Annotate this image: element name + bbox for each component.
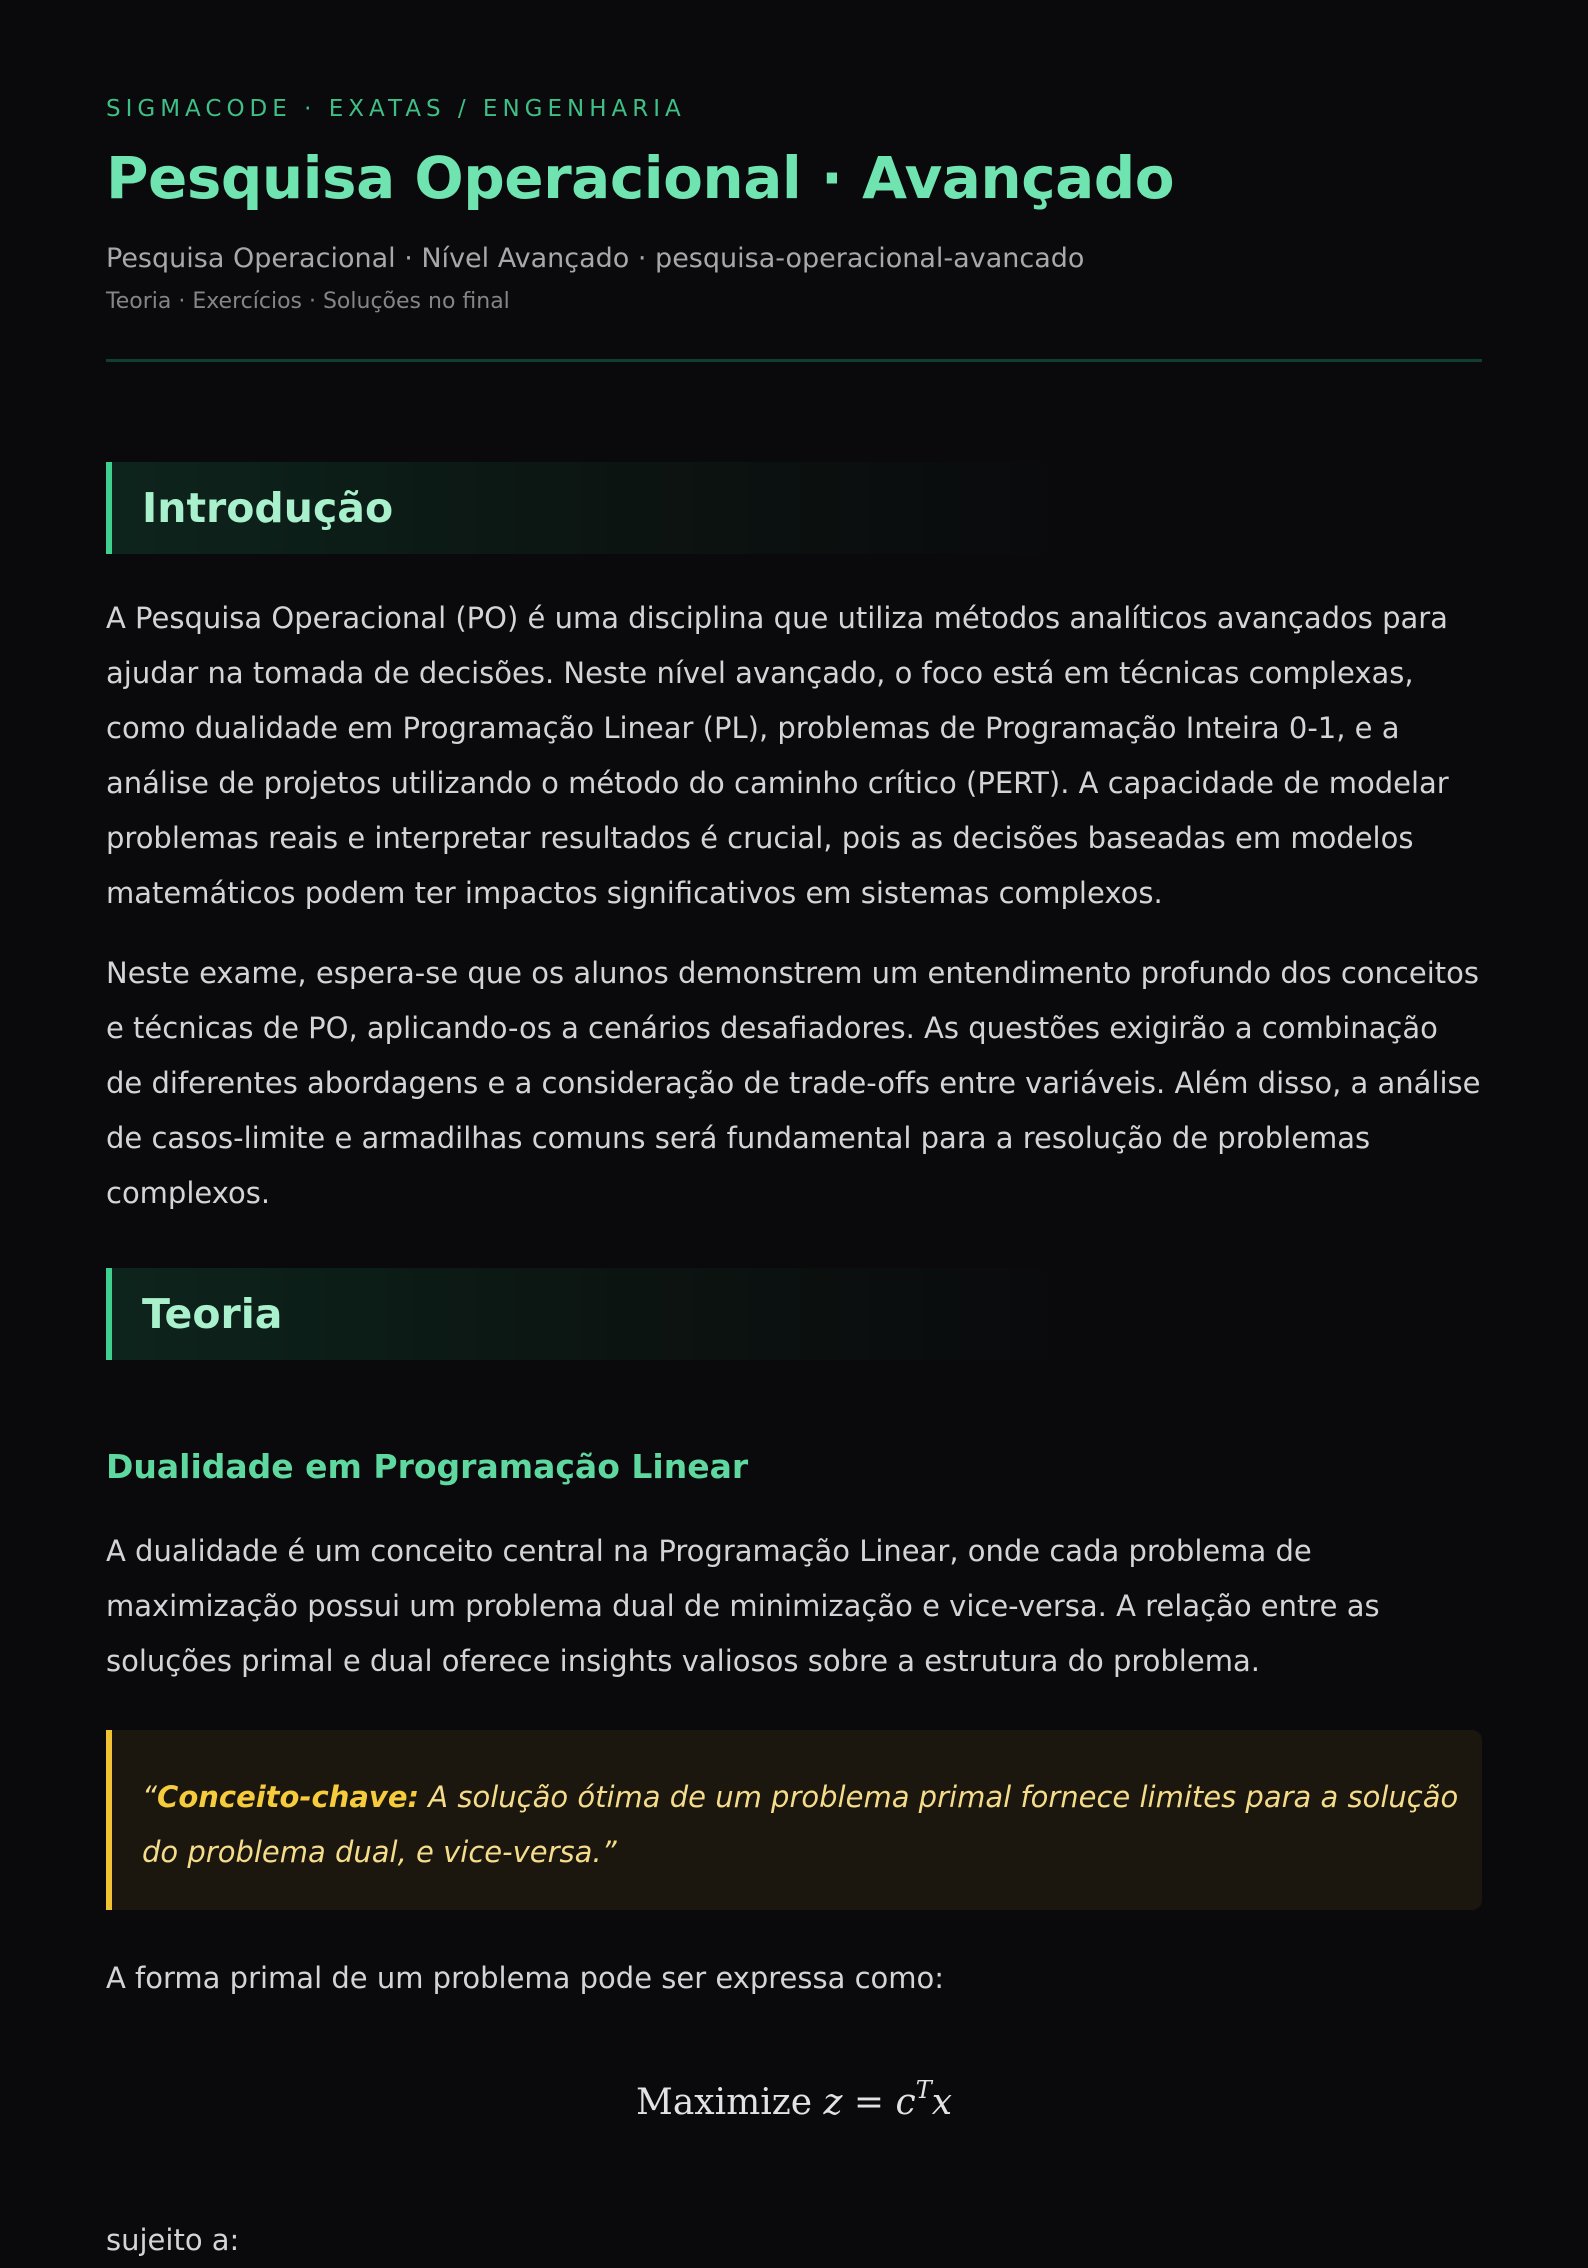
formula-x: x <box>931 2082 953 2123</box>
primal-intro-text: A forma primal de um problema pode ser expressa como: <box>106 1961 945 1995</box>
page-title: Pesquisa Operacional · Avançado <box>106 144 1175 212</box>
section-heading-introducao <box>106 462 1482 554</box>
subject-to-text: sujeito a: <box>106 2223 240 2257</box>
section-title: Teoria <box>142 1290 283 1338</box>
section-heading-teoria <box>106 1268 1482 1360</box>
key-concept-callout <box>106 1730 1482 1910</box>
intro-paragraph-1: A Pesquisa Operacional (PO) é uma disciplina que utiliza métodos analíticos avançados para ajudar na tomada de decisões. Neste nível avançado, o foco está em técnicas complexas, como dualidade em Programação Linear (PL), problemas de Programação Inteira 0-1, e a análise de projetos utilizando o método do caminho crítico (PERT). A capacidade de modelar problemas reais e interpretar resultados é crucial, pois as decisões baseadas em modelos matemáticos podem ter impactos significativos em sistemas complexos. <box>106 601 1449 910</box>
callout-body: A solução ótima de um problema primal fornece limites para a solução do problema dual, e vice-versa. <box>142 1780 1459 1869</box>
formula-equals: = <box>853 2082 885 2123</box>
subsection-title: Dualidade em Programação Linear <box>106 1447 749 1486</box>
section-title: Introdução <box>142 484 394 532</box>
callout-open-quote: “ <box>142 1780 158 1814</box>
page-subtitle: Pesquisa Operacional · Nível Avançado · pesquisa-operacional-avancado <box>106 243 1085 274</box>
formula-word: Maximize <box>635 2082 813 2123</box>
formula-c: c <box>895 2082 916 2123</box>
intro-paragraph-2: Neste exame, espera-se que os alunos demonstrem um entendimento profundo dos conceitos e técnicas de PO, aplicando-os a cenários desafiadores. As questões exigirão a combinação de diferentes abordagens e a consideração de trade-offs entre variáveis. Além disso, a análise de casos-limite e armadilhas comuns será fundamental para a resolução de problemas complexos. <box>106 956 1481 1210</box>
callout-label: Conceito-chave: <box>157 1780 420 1814</box>
formula-transpose: T <box>915 2076 932 2104</box>
theory-paragraph: A dualidade é um conceito central na Programação Linear, onde cada problema de maximização possui um problema dual de minimização e vice-versa. A relação entre as soluções primal e dual oferece insights valiosos sobre a estrutura do problema. <box>106 1534 1380 1678</box>
header-divider <box>106 359 1482 362</box>
callout-close-quote: ” <box>601 1835 617 1869</box>
breadcrumb: SIGMACODE · EXATAS / ENGENHARIA <box>106 96 686 122</box>
page-meta: Teoria · Exercícios · Soluções no final <box>106 289 510 314</box>
formula-lhs: z <box>823 2082 843 2123</box>
primal-objective-formula <box>106 2076 1482 2123</box>
callout-text <box>142 1770 1462 1880</box>
